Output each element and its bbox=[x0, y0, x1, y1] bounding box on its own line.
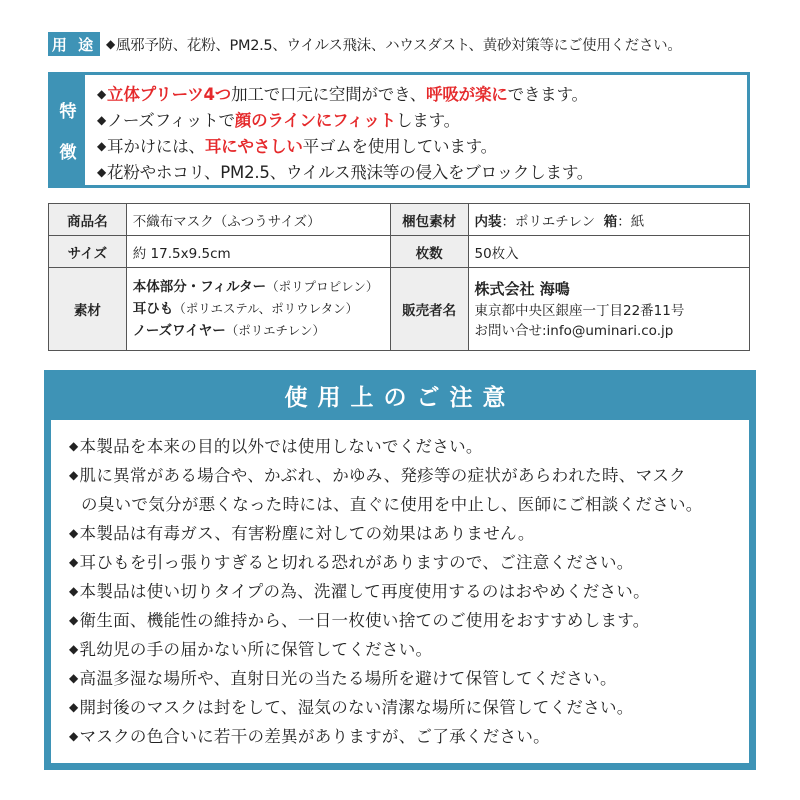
diamond-bullet-icon: ◆ bbox=[97, 139, 107, 153]
product-name-label: 商品名 bbox=[49, 204, 127, 236]
table-row bbox=[49, 204, 750, 236]
caution-item: ◆本製品は使い切りタイプの為、洗濯して再度使用するのはおやめください。 bbox=[69, 582, 650, 601]
usage-row bbox=[48, 30, 768, 58]
seller-address: 東京都中央区銀座一丁目22番11号 bbox=[474, 303, 685, 319]
diamond-bullet-icon: ◆ bbox=[97, 87, 107, 101]
spec-table bbox=[48, 203, 750, 351]
table-row bbox=[49, 236, 750, 268]
diamond-bullet-icon: ◆ bbox=[69, 729, 79, 743]
caution-box bbox=[44, 370, 756, 770]
caution-item: ◆衛生面、機能性の維持から、一日一枚使い捨てのご使用をおすすめします。 bbox=[69, 611, 650, 630]
diamond-bullet-icon: ◆ bbox=[69, 584, 79, 598]
caution-item: ◆乳幼児の手の届かない所に保管してください。 bbox=[69, 640, 433, 659]
caution-item: ◆開封後のマスクは封をして、湿気のない清潔な場所に保管してください。 bbox=[69, 698, 634, 717]
diamond-bullet-icon: ◆ bbox=[69, 613, 79, 627]
caution-item: ◆肌に異常がある場合や、かぶれ、かゆみ、発疹等の症状があらわれた時、マスク bbox=[69, 466, 686, 485]
caution-item: ◆耳ひもを引っ張りすぎると切れる恐れがありますので、ご注意ください。 bbox=[69, 553, 634, 572]
product-name-value: 不織布マスク（ふつうサイズ） bbox=[126, 204, 390, 236]
caution-title: 使用上のご注意 bbox=[284, 384, 516, 411]
features-side-label: 特 徴 bbox=[51, 75, 85, 185]
caution-list bbox=[51, 420, 749, 763]
caution-item: ◆マスクの色合いに若干の差異がありますが、ご了承ください。 bbox=[69, 727, 550, 746]
diamond-bullet-icon: ◆ bbox=[69, 642, 79, 656]
diamond-bullet-icon: ◆ bbox=[97, 113, 107, 127]
caution-item: ◆本製品を本来の目的以外では使用しないでください。 bbox=[69, 437, 483, 456]
usage-text: ◆風邪予防、花粉、PM2.5、ウイルス飛沫、ハウスダスト、黄砂対策等にご使用ください。 bbox=[106, 36, 682, 54]
diamond-bullet-icon: ◆ bbox=[69, 700, 79, 714]
size-value: 約 17.5x9.5cm bbox=[126, 236, 390, 268]
seller-contact: お問い合せ:info@uminari.co.jp bbox=[474, 323, 674, 339]
packaging-value: 内装：ポリエチレン 箱：紙 bbox=[468, 204, 750, 236]
diamond-bullet-icon: ◆ bbox=[69, 468, 79, 482]
material-label: 素材 bbox=[49, 268, 127, 351]
diamond-bullet-icon: ◆ bbox=[69, 671, 79, 685]
seller-label: 販売者名 bbox=[390, 268, 468, 351]
caution-item-continuation: の臭いで気分が悪くなった時には、直ぐに使用を中止し、医師にご相談ください。 bbox=[81, 495, 703, 514]
diamond-bullet-icon: ◆ bbox=[106, 36, 115, 51]
feature-line: ◆花粉やホコリ、PM2.5、ウイルス飛沫等の侵入をブロックします。 bbox=[97, 163, 594, 182]
table-row bbox=[49, 268, 750, 351]
caution-item: ◆高温多湿な場所や、直射日光の当たる場所を避けて保管してください。 bbox=[69, 669, 617, 688]
count-value: 50枚入 bbox=[468, 236, 750, 268]
feature-line: ◆耳かけには、耳にやさしい平ゴムを使用しています。 bbox=[97, 137, 497, 156]
seller-value bbox=[468, 268, 750, 351]
seller-company: 株式会社 海鳴 bbox=[474, 280, 570, 298]
feature-line: ◆ノーズフィットで顔のラインにフィットします。 bbox=[97, 111, 460, 130]
diamond-bullet-icon: ◆ bbox=[97, 165, 107, 179]
count-label: 枚数 bbox=[390, 236, 468, 268]
size-label: サイズ bbox=[49, 236, 127, 268]
packaging-label: 梱包素材 bbox=[390, 204, 468, 236]
features-box bbox=[48, 72, 750, 188]
diamond-bullet-icon: ◆ bbox=[69, 526, 79, 540]
diamond-bullet-icon: ◆ bbox=[69, 555, 79, 569]
usage-label: 用 途 bbox=[48, 32, 100, 56]
feature-line: ◆立体プリーツ4つ加工で口元に空間ができ、呼吸が楽にできます。 bbox=[97, 85, 588, 104]
diamond-bullet-icon: ◆ bbox=[69, 439, 79, 453]
features-list bbox=[85, 75, 593, 185]
material-value: 本体部分・フィルター（ポリプロピレン） 耳ひも（ポリエステル、ポリウレタン） ノーズワイヤー（ポリエチレン） bbox=[126, 268, 390, 351]
caution-item: ◆本製品は有毒ガス、有害粉塵に対しての効果はありません。 bbox=[69, 524, 535, 543]
